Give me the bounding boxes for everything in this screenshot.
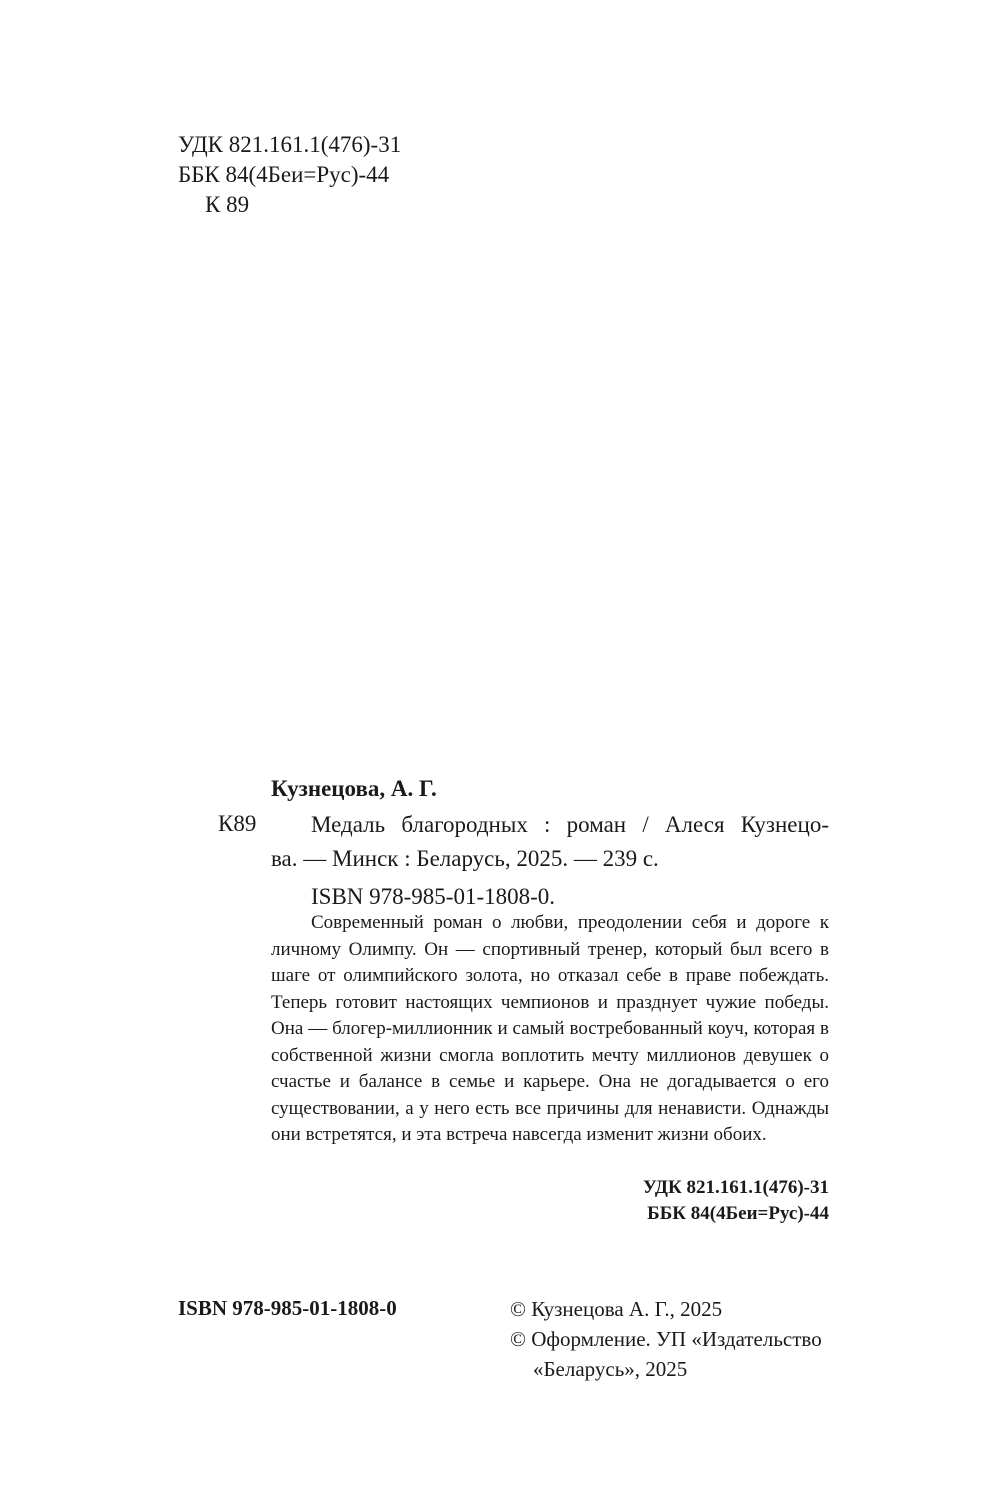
record-title-line-2: ва. — Минск : Беларусь, 2025. — 239 с.: [271, 846, 659, 871]
book-annotation: Современный роман о любви, преодолении себя и дороге к личному Олимпу. Он — спортивный тренер, который был всего в шаге от олимпийского золота, но отказал себе в праве побеждать. Теперь готовит настоящих чемпионов и празднует чужие победы. Она — блогер-миллионник и самый востребованный коуч, которая в собственной жизни смогла воплотить мечту миллионов девушек о счастье и балансе в семье и карьере. Она не догадывается о его существовании, а у него есть все причины для ненависти. Однажды они встретятся, и эта встреча навсегда изменит жизни обоих.: [271, 912, 829, 1145]
top-bbk-code: ББК 84(4Беи=Рус)-44: [178, 162, 390, 187]
bottom-bbk-code: ББК 84(4Беи=Рус)-44: [647, 1203, 829, 1224]
bibliographic-record: [271, 808, 829, 914]
record-author: Кузнецова, А. Г.: [271, 776, 437, 801]
copyright-notices: [510, 1294, 822, 1384]
copyright-author: © Кузнецова А. Г., 2025: [510, 1297, 723, 1321]
copyright-design-line-1: © Оформление. УП «Издательство: [510, 1327, 822, 1351]
footer-isbn: ISBN 978-985-01-1808-0: [178, 1296, 397, 1320]
record-title-line-1: Медаль благородных : роман / Алеся Кузнецо-: [311, 812, 829, 837]
record-isbn: ISBN 978-985-01-1808-0.: [311, 884, 556, 909]
copyright-design-line-2: «Беларусь», 2025: [533, 1357, 688, 1381]
bottom-classification-codes: [643, 1175, 829, 1227]
top-author-mark: К 89: [205, 192, 250, 217]
record-author-mark: К89: [218, 811, 257, 836]
top-classification-codes: [178, 130, 401, 220]
bottom-udk-code: УДК 821.161.1(476)-31: [642, 1177, 829, 1198]
top-udk-code: УДК 821.161.1(476)-31: [178, 132, 402, 157]
